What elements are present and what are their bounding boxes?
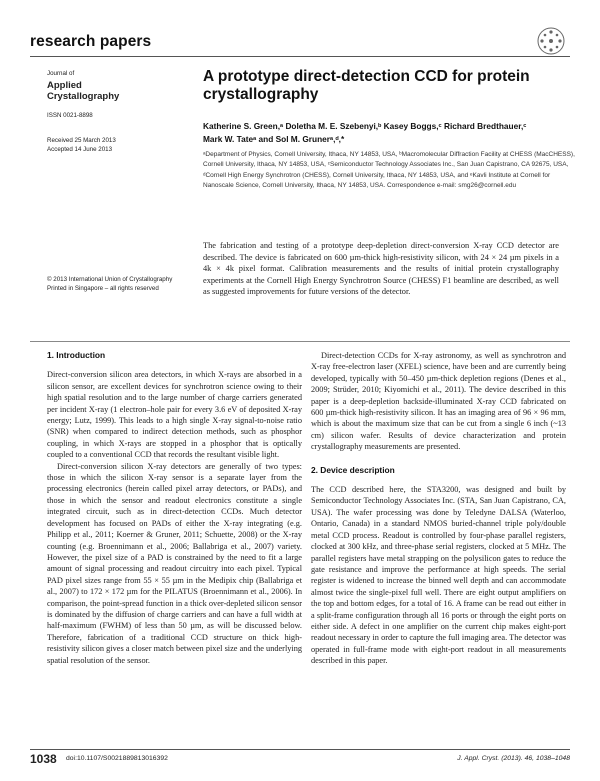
abstract: The fabrication and testing of a prototype deep-depletion direct-conversion X-ray CCD detector are described. The device is fabricated on 600 µm-thick high-resistivity silicon, with 24 × 24 µm pixels in a 4k × 4k pixel format. Calibration measurements and the results of initial protein crystallography experiments at the Cornell High Energy Synchrotron Source (CHESS) F1 beamline are described, as well as suggested improvements for future versions of the detector. xyxy=(203,241,559,297)
body-column-left xyxy=(47,350,302,666)
section-title: research papers xyxy=(30,33,152,50)
authors-line1: Katherine S. Green,ᵃ Doletha M. E. Szebenyi,ᵇ Kasey Boggs,ᶜ Richard Bredthauer,ᶜ xyxy=(203,121,527,131)
journal-block xyxy=(47,70,167,119)
journal-name-line1: Applied xyxy=(47,80,82,91)
copyright-block xyxy=(47,276,172,293)
running-header xyxy=(30,33,570,53)
paragraph: Direct-conversion silicon area detectors, in which X-rays are absorbed in a silicon sensor, are excellent devices for synchrotron science owing to their high spatial resolution and to the large number of charge carriers generated per incident X-ray (1 electron–hole pair for every 3.6 eV of deposited X-ray energy; Lutz, 1999). This leads to a high single X-ray signal-to-noise ratio (SNR) when compared to indirect detection methods, such as phosphor coupling, in which X-rays are stopped in a phosphor that is optically coupled to a conventional CCD that records the resultant visible light. xyxy=(47,370,302,460)
paragraph: Direct-detection CCDs for X-ray astronomy, as well as synchrotron and X-ray free-electron laser (XFEL) science, have been and are currently being developed, typically with 50–450 µm-thick depletion regions (Denes et al., 2009; Strüder, 2010; Kiyomichi et al., 2011). The device described in this paper is a deep-depletion backside-illuminated X-ray CCD fabricated on 600 µm-thick high-resistivity silicon. It has an imaging area of 96 × 96 mm, which is about the maximum size that can be cut from a single 6 inch (~13 cm) silicon wafer. Results of device characterization and protein crystallography measurements are presented. xyxy=(311,351,566,452)
paragraph: Direct-conversion silicon X-ray detectors are generally of two types: those in which the silicon X-ray sensor is a separate layer from the processing electronics (herein called pixel array detectors, or PADs), and those in which the sensor and readout electronics constitute a single integrated circuit, such as in direct-detection CCDs. Much detector development has focused on PADs of either the X-ray integrating (e.g. Philipp et al., 2011; Koerner & Gruner, 2011; Schuette, 2008) or the X-ray counting (e.g. Broennimann et al., 2006; Ballabriga et al., 2007) variety. However, the pixel size of a PAD is constrained by the need to fit a large amount of signal processing and readout circuitry into each pixel. Typical PAD pixel sizes range from 55 × 55 µm in the Medipix chip (Ballabriga et al., 2007) to 172 × 172 µm for the PILATUS (Broennimann et al., 2006). In comparison, the point-spread function in a thick over-depleted silicon sensor is dominated by the diffusion of charge carriers and can have a full width at half-maximum (FWHM) of less than 50 µm, as will be discussed below. Therefore, fabrication of a traditional CCD structure on thick high-resistivity silicon gives a closer match between pixel size and the underlying spatial resolution of the sensor. xyxy=(47,461,302,665)
section-heading-introduction: 1. Introduction xyxy=(47,350,106,360)
doi-link[interactable]: doi:10.1107/S0021889813016392 xyxy=(66,755,168,762)
copyright-line2: Printed in Singapore – all rights reserved xyxy=(47,284,159,292)
copyright-line1: © 2013 International Union of Crystallography xyxy=(47,276,173,283)
journal-label: Journal of xyxy=(47,70,75,77)
footer-rule xyxy=(30,749,570,750)
section-heading-device-description: 2. Device description xyxy=(311,464,395,475)
paragraph: The CCD described here, the STA3200, was designed and built by Semiconductor Technology Associates Inc. (STA, San Juan Capistrano, CA, USA). The wafer processing was done by Teledyne DALSA (Waterloo, Ontario, Canada) in a standard NMOS buried-channel triple poly/double metal CCD process. Readout is controlled by four-phase parallel registers, clocked at 300 kHz, and three-phase serial registers, clocked at 5 MHz. The parallel registers have metal strapping on the polysilicon gates to reduce the gate resistance and improve the performance at high speeds. The serial register is widened to increase the binned well depth and can accommodate almost twice the single-pixel full well. There are eight output amplifiers on the top and bottom edges, for a total of 16. A frame can be read out either in a split-frame configuration through all 16 ports or through the eight ports on either side. A defect in one amplifier on the current chip makes eight-port readout necessary in order to capture the full imaging area. The detector was operated in full-frame mode with eight-port readout in all measurements described in this paper. xyxy=(311,485,566,666)
header-rule xyxy=(30,56,570,57)
article-title: A prototype direct-detection CCD for protein crystallography xyxy=(203,68,530,103)
author-list xyxy=(203,120,573,145)
iucr-logo-icon xyxy=(536,26,566,56)
affiliations: ᵃDepartment of Physics, Cornell University, Ithaca, NY 14853, USA, ᵇMacromolecular Diffraction Facility at CHESS (MacCHESS), Cornell University, Ithaca, NY 14853, USA, ᶜSemiconductor Technology Associates Inc., San Juan Capistrano, CA 92675, USA, ᵈCornell High Energy Synchrotron (CHESS), Cornell University, Ithaca, NY 14853, USA, and ᵉKavli Institute at Cornell for Nanoscale Science, Cornell University, Ithaca, NY 14853, USA. Correspondence e-mail: smg26@cornell.edu xyxy=(203,151,575,189)
page-number: 1038 xyxy=(30,752,57,766)
page-footer xyxy=(30,752,570,768)
journal-issn: ISSN 0021-8898 xyxy=(47,112,93,119)
journal-name-line2: Crystallography xyxy=(47,91,120,102)
body-column-right xyxy=(311,350,566,667)
accepted-date: Accepted 14 June 2013 xyxy=(47,145,113,153)
abstract-rule xyxy=(30,341,570,342)
dates-block xyxy=(47,137,116,154)
authors-line2: Mark W. Tateᵃ and Sol M. Grunerᵃ,ᵈ,* xyxy=(203,133,345,144)
received-date: Received 25 March 2013 xyxy=(47,137,116,144)
journal-citation: J. Appl. Cryst. (2013). 46, 1038–1048 xyxy=(457,755,570,762)
